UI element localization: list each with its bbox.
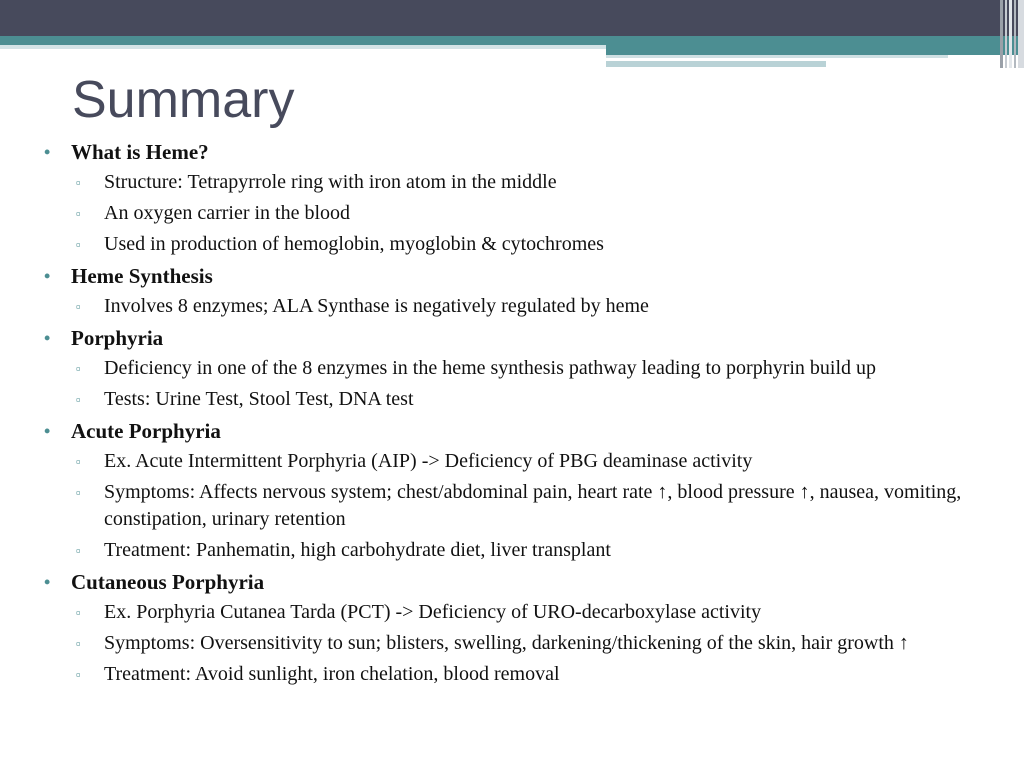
list-item xyxy=(44,537,1014,564)
section-heading-text: Porphyria xyxy=(71,326,164,350)
header-stripes xyxy=(994,0,1024,68)
list-item xyxy=(44,599,1014,626)
list-item-text: Ex. Acute Intermittent Porphyria (AIP) -> Deficiency of PBG deaminase activity xyxy=(104,450,753,472)
sub-bullet-icon: ▫ xyxy=(76,667,81,682)
list-item xyxy=(44,200,1014,227)
list-item-text: Treatment: Panhematin, high carbohydrate diet, liver transplant xyxy=(104,539,611,561)
bullet-icon: • xyxy=(44,266,51,286)
list-item-text: Ex. Porphyria Cutanea Tarda (PCT) -> Deficiency of URO-decarboxylase activity xyxy=(104,601,762,623)
sub-bullet-icon: ▫ xyxy=(76,361,81,376)
section-heading-text: Heme Synthesis xyxy=(71,264,213,288)
header-decoration xyxy=(0,0,1024,68)
slide-title: Summary xyxy=(72,71,295,129)
bullet-icon: • xyxy=(44,328,51,348)
list-item-text: Treatment: Avoid sunlight, iron chelation, blood removal xyxy=(104,663,560,685)
list-item-text: Symptoms: Oversensitivity to sun; blisters, swelling, darkening/thickening of the skin, hair growth ↑ xyxy=(104,632,909,654)
sub-bullet-icon: ▫ xyxy=(76,454,81,469)
sub-bullet-icon: ▫ xyxy=(76,392,81,407)
bullet-list xyxy=(44,140,1014,688)
list-item-text: Tests: Urine Test, Stool Test, DNA test xyxy=(104,388,414,410)
list-item-text: Deficiency in one of the 8 enzymes in the heme synthesis pathway leading to porphyrin build up xyxy=(104,357,877,379)
sub-bullet-icon: ▫ xyxy=(76,175,81,190)
list-item xyxy=(44,231,1014,258)
section-heading-text: Cutaneous Porphyria xyxy=(71,570,265,594)
sub-bullet-icon: ▫ xyxy=(76,206,81,221)
section-heading-text: What is Heme? xyxy=(71,140,209,164)
section-heading xyxy=(44,326,1014,351)
list-item xyxy=(44,448,1014,475)
list-item xyxy=(44,661,1014,688)
header-band-teal-ext xyxy=(606,45,1024,55)
sub-bullet-icon: ▫ xyxy=(76,485,81,500)
list-item-text: Involves 8 enzymes; ALA Synthase is negatively regulated by heme xyxy=(104,295,649,317)
list-item xyxy=(44,630,1014,657)
sub-bullet-icon: ▫ xyxy=(76,299,81,314)
list-item-text: An oxygen carrier in the blood xyxy=(104,202,351,224)
list-item-text: Symptoms: Affects nervous system; chest/abdominal pain, heart rate ↑, blood pressure ↑, nausea, vomiting, constipation, urinary retention xyxy=(104,481,962,530)
header-line xyxy=(606,55,948,58)
list-item xyxy=(44,479,1014,533)
list-item-text: Used in production of hemoglobin, myoglobin & cytochromes xyxy=(104,233,604,255)
list-item xyxy=(44,293,1014,320)
bullet-icon: • xyxy=(44,142,51,162)
section-heading xyxy=(44,570,1014,595)
list-item xyxy=(44,355,1014,382)
sub-bullet-icon: ▫ xyxy=(76,543,81,558)
section-heading-text: Acute Porphyria xyxy=(71,419,221,443)
sub-bullet-icon: ▫ xyxy=(76,636,81,651)
header-band-pale xyxy=(0,45,606,49)
list-item xyxy=(44,386,1014,413)
section-heading xyxy=(44,140,1014,165)
bullet-icon: • xyxy=(44,421,51,441)
list-item xyxy=(44,169,1014,196)
header-band-dark xyxy=(0,0,1024,36)
sub-bullet-icon: ▫ xyxy=(76,237,81,252)
header-band-teal xyxy=(0,36,1024,45)
sub-bullet-icon: ▫ xyxy=(76,605,81,620)
list-item-text: Structure: Tetrapyrrole ring with iron atom in the middle xyxy=(104,171,557,193)
section-heading xyxy=(44,419,1014,444)
section-heading xyxy=(44,264,1014,289)
header-line xyxy=(606,61,826,67)
bullet-icon: • xyxy=(44,572,51,592)
